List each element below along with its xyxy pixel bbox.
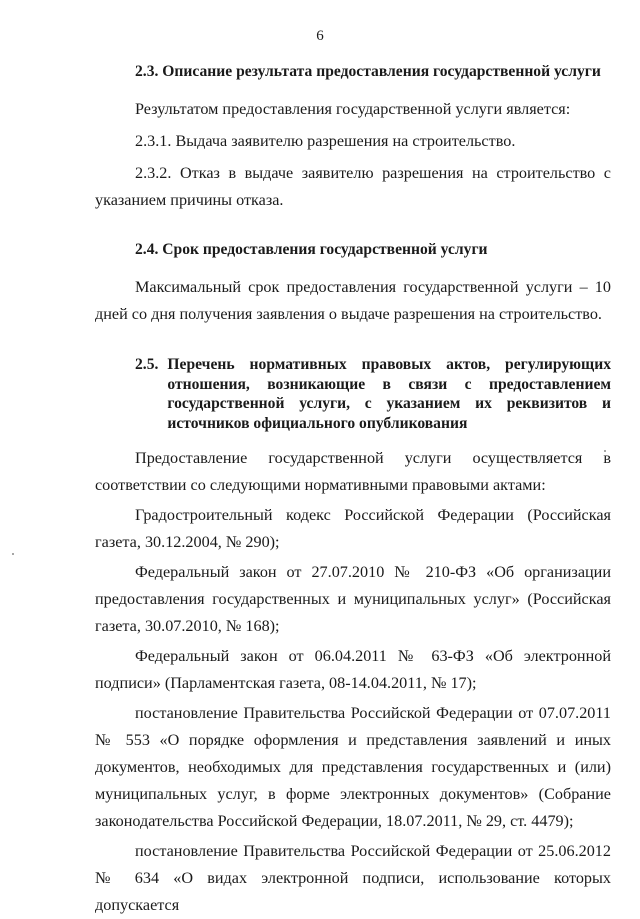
paragraph-act-1: Градостроительный кодекс Российской Федерации (Российская газета, 30.12.2004, № 290);: [95, 506, 611, 551]
paragraph-act-4: постановление Правительства Российской Федерации от 07.07.2011 № 553 «О порядке оформления и представления заявлений и иных документов, необходимых для представления государственных и (или) муниципальных услуг, в форме электронных документов» (Собрание законодательства Российской Федерации, 18.07.2011, № 29, ст. 4479);: [95, 704, 611, 830]
paragraph-act-3: Федеральный закон от 06.04.2011 № 63-ФЗ «Об электронной подписи» (Парламентская газета, 08-14.04.2011, № 17);: [95, 647, 611, 692]
section-heading-2-4: 2.4. Срок предоставления государственной услуги: [135, 241, 488, 258]
paragraph-result-intro: Результатом предоставления государственной услуги является:: [135, 100, 571, 118]
paragraph-item-2-3-2: 2.3.2. Отказ в выдаче заявителю разрешения на строительство с указанием причины отказа.: [95, 164, 611, 209]
paragraph-act-2: Федеральный закон от 27.07.2010 № 210-ФЗ «Об организации предоставления государственных и муниципальных услуг» (Российская газета, 30.07.2010, № 168);: [95, 563, 611, 635]
section-title: Перечень нормативных правовых актов, регулирующих отношения, возникающие в связи с предоставлением государственной услуги, с указанием их реквизитов и источников официального опубликования: [167, 356, 611, 432]
paragraph-acts-intro: Предоставление государственной услуги осуществляется в соответствии со следующими нормативными правовыми актами:: [95, 449, 611, 494]
section-number: 2.5.: [135, 356, 159, 373]
paragraph-item-2-3-1: 2.3.1. Выдача заявителю разрешения на строительство.: [135, 132, 516, 150]
section-heading-2-3: 2.3. Описание результата предоставления государственной услуги: [135, 63, 601, 80]
page-number: 6: [316, 28, 324, 44]
document-body: [95, 58, 611, 919]
section-heading-2-5: [95, 355, 611, 433]
scan-speck: [12, 553, 14, 555]
paragraph-term: Максимальный срок предоставления государственной услуги – 10 дней со дня получения заявления о выдаче разрешения на строительство.: [95, 278, 611, 323]
paragraph-act-5: постановление Правительства Российской Федерации от 25.06.2012 № 634 «О видах электронной подписи, использование которых допускается: [95, 842, 611, 914]
